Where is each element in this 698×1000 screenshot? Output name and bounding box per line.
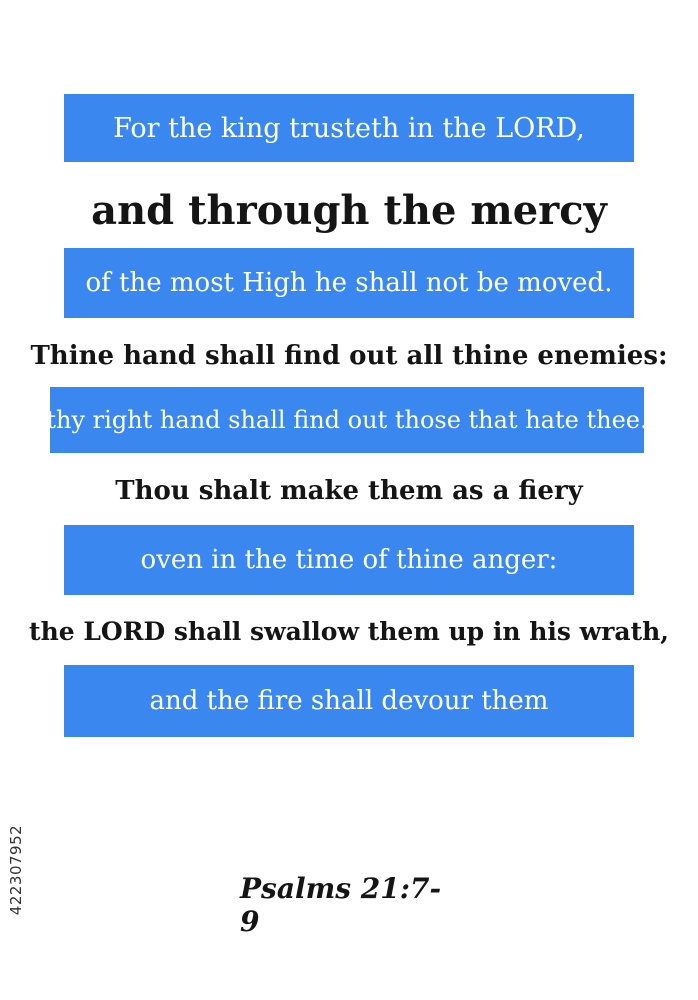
verse-line-7: oven in the time of thine anger: <box>64 525 634 595</box>
scripture-reference: Psalms 21:7-9 <box>240 872 442 938</box>
verse-line-3: of the most High he shall not be moved. <box>64 248 634 318</box>
stock-id-text: 422307952 <box>7 824 25 916</box>
verse-line-1: For the king trusteth in the LORD, <box>64 94 634 162</box>
stock-id-label <box>4 770 28 970</box>
verse-line-2: and through the mercy <box>91 186 607 234</box>
verse-line-6: Thou shalt make them as a fiery <box>115 476 583 506</box>
verse-line-9: and the fire shall devour them <box>64 665 634 737</box>
verse-line-8: the LORD shall swallow them up in his wrath, <box>29 616 669 646</box>
verse-line-4: Thine hand shall find out all thine enemies: <box>30 341 668 371</box>
verse-line-5: thy right hand shall find out those that hate thee. <box>50 387 644 453</box>
